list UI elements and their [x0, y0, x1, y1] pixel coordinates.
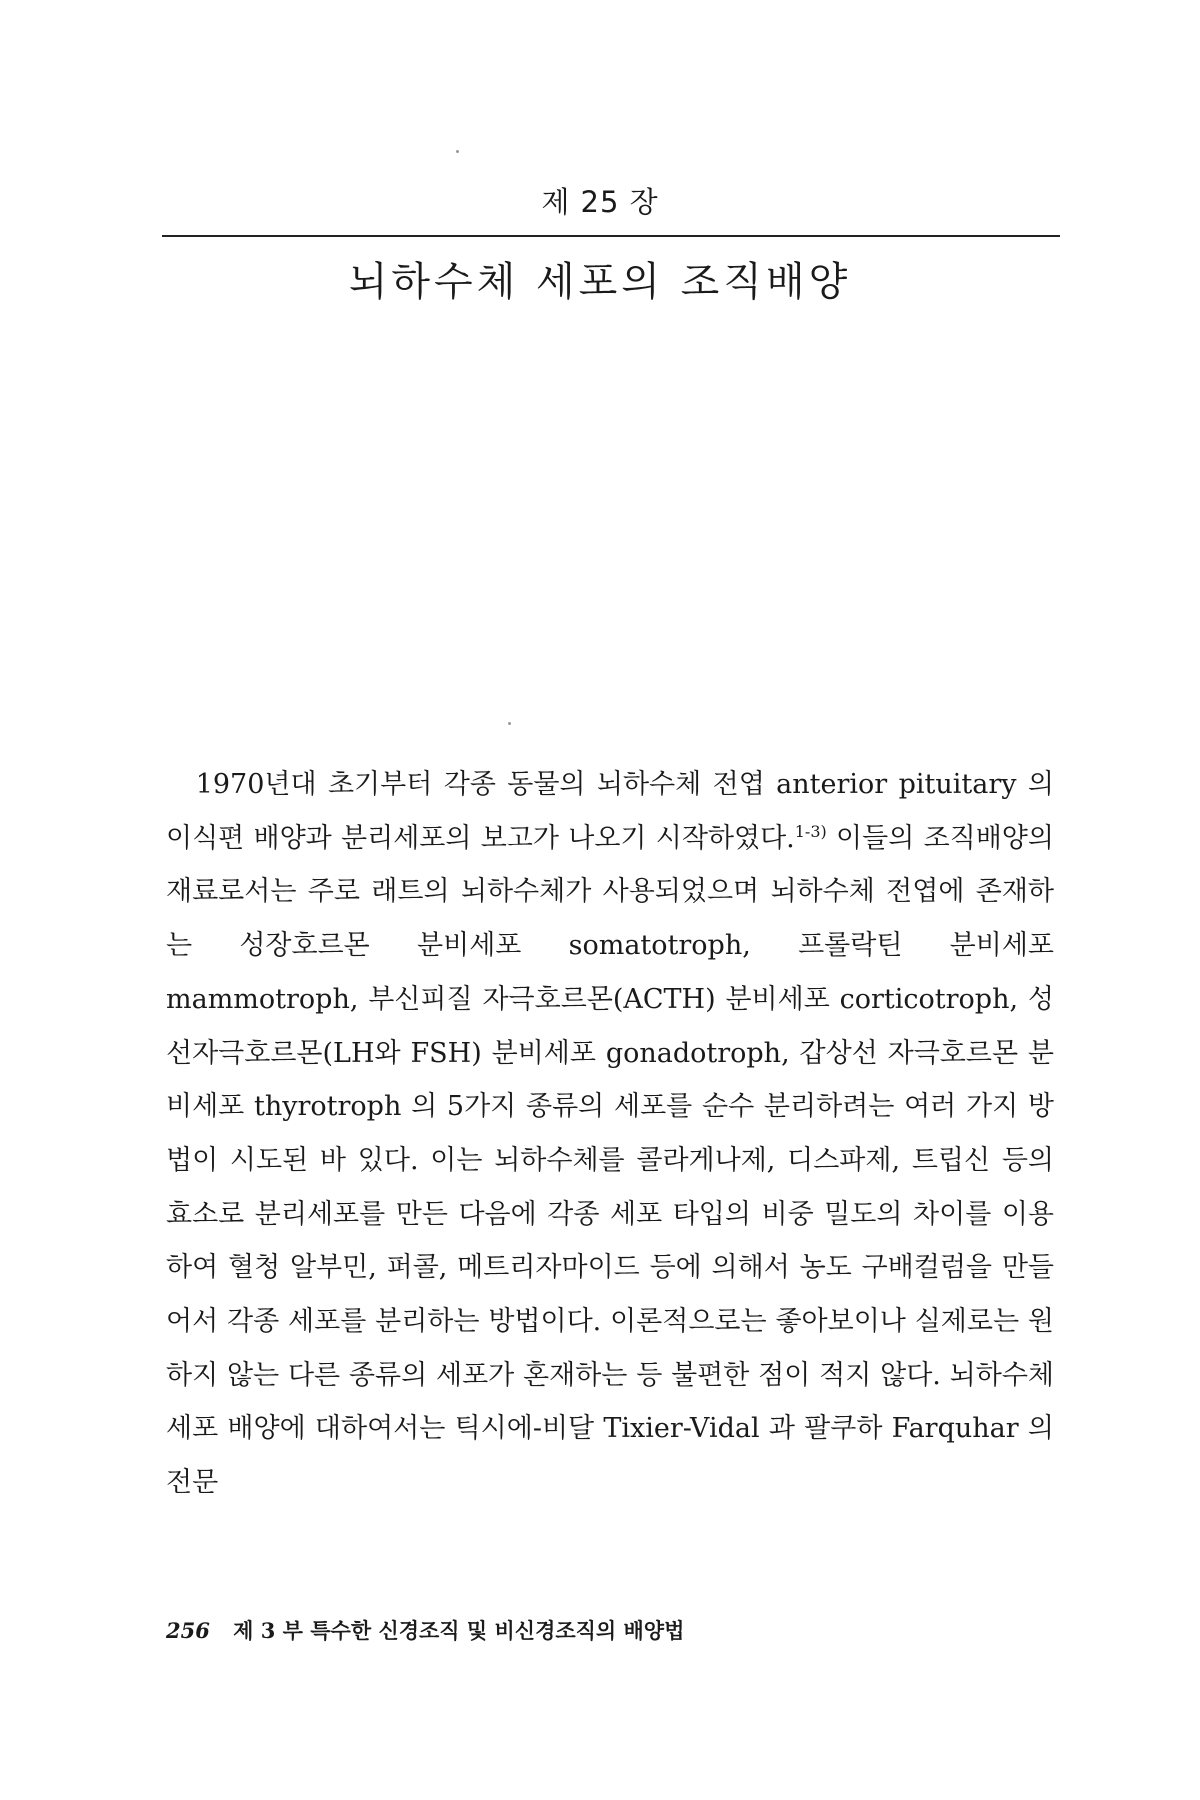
page-number: 256 [166, 1618, 210, 1643]
paragraph-text: 1970년대 초기부터 각종 동물의 뇌하수체 전엽 anterior pituitary 의 이식편 배양과 분리세포의 보고가 나오기 시작하였다. [166, 769, 1054, 854]
scan-speck [508, 722, 511, 725]
running-title: 제 3 부 특수한 신경조직 및 비신경조직의 배양법 [233, 1618, 685, 1643]
body-paragraph [166, 758, 1054, 1510]
chapter-label: 제 25 장 [541, 185, 659, 219]
chapter-title: 뇌하수체 세포의 조직배양 [348, 259, 852, 305]
citation-reference: 1-3) [794, 821, 827, 841]
paragraph-text-continued: 이들의 조직배양의 재료로서는 주로 래트의 뇌하수체가 사용되었으며 뇌하수체 전엽에 존재하는 성장호르몬 분비세포 somatotroph, 프롤락틴 분비세포 mammotroph, 부신피질 자극호르몬(ACTH) 분비세포 corticotroph, 성선자극호르몬(LH와 FSH) 분비세포 gonadotroph, 갑상선 자극호르몬 분비세포 thyrotroph 의 5가지 종류의 세포를 순수 분리하려는 여러 가지 방법이 시도된 바 있다. 이는 뇌하수체를 콜라게나제, 디스파제, 트립신 등의 효소로 분리세포를 만든 다음에 각종 세포 타입의 비중 밀도의 차이를 이용하여 혈청 알부민, 퍼콜, 메트리자마이드 등에 의해서 농도 구배컬럼을 만들어서 각종 세포를 분리하는 방법이다. 이론적으로는 좋아보이나 실제로는 원하지 않는 다른 종류의 세포가 혼재하는 등 불편한 점이 적지 않다. 뇌하수체 세포 배양에 대하여서는 틱시에-비달 Tixier-Vidal 과 팔쿠하 Farquhar 의 전문 [166, 822, 1054, 1499]
chapter-divider [162, 235, 1060, 237]
scan-speck [456, 150, 459, 153]
page-footer [166, 1615, 684, 1645]
